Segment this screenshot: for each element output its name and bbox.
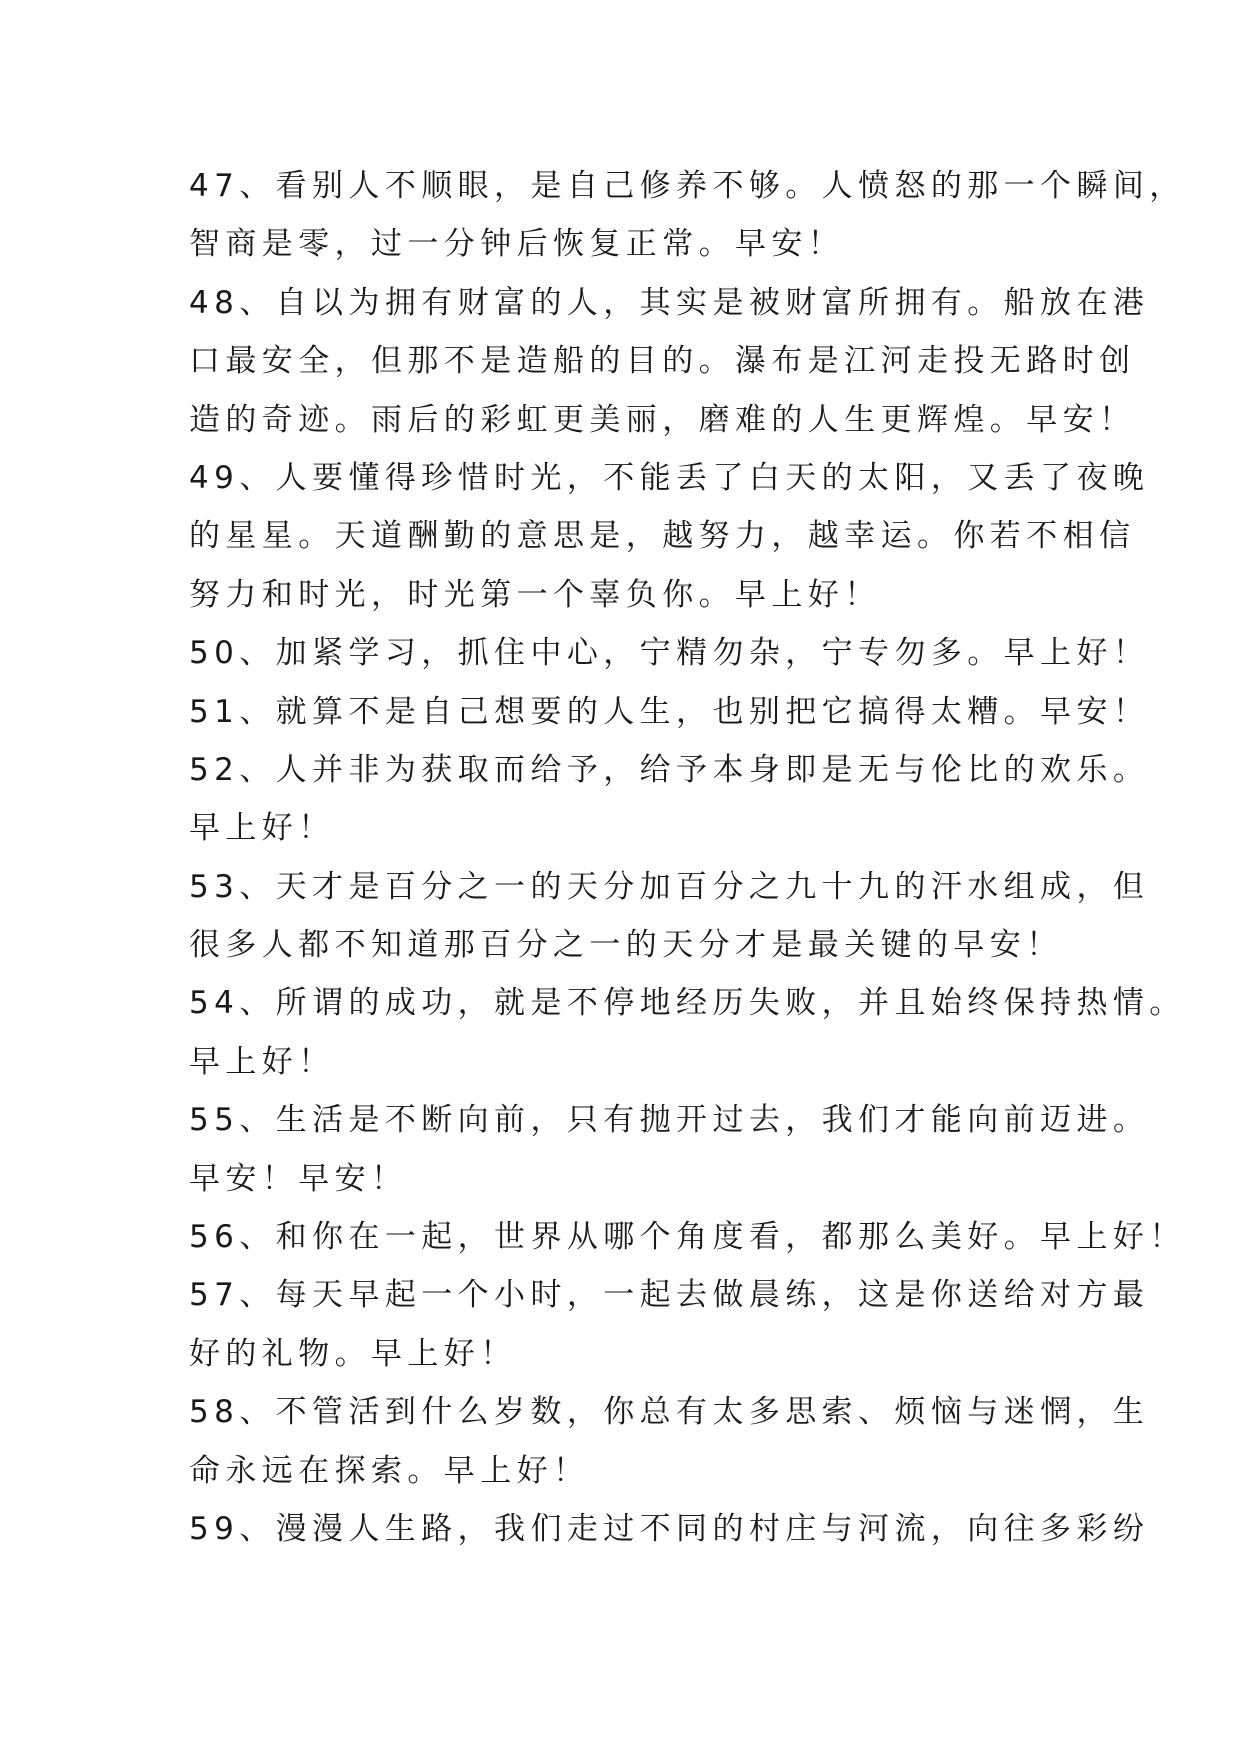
text-line: 48、自以为拥有财富的人，其实是被财富所拥有。船放在港 <box>189 284 1150 321</box>
text-line: 的星星。天道酬勤的意思是，越努力，越幸运。你若不相信 <box>189 518 1136 555</box>
text-line: 49、人要懂得珍惜时光，不能丢了白天的太阳，又丢了夜晚 <box>189 459 1150 496</box>
text-line: 50、加紧学习，抓住中心，宁精勿杂，宁专勿多。早上好！ <box>189 635 1150 672</box>
text-line: 47、看别人不顺眼，是自己修养不够。人愤怒的那一个瞬间， <box>189 168 1186 204</box>
text-line: 53、天才是百分之一的天分加百分之九十九的汗水组成，但 <box>189 868 1150 905</box>
text-line: 努力和时光，时光第一个辜负你。早上好！ <box>189 576 881 613</box>
text-line: 54、所谓的成功，就是不停地经历失败，并且始终保持热情。 <box>189 985 1186 1022</box>
text-line: 很多人都不知道那百分之一的天分才是最关键的早安！ <box>189 927 1063 964</box>
text-line: 造的奇迹。雨后的彩虹更美丽，磨难的人生更辉煌。早安！ <box>189 401 1136 438</box>
text-line: 早上好！ <box>189 810 335 847</box>
text-line: 早上好！ <box>189 1043 335 1080</box>
text-line: 52、人并非为获取而给予，给予本身即是无与伦比的欢乐。 <box>189 751 1150 788</box>
text-line: 59、漫漫人生路，我们走过不同的村庄与河流，向往多彩纷 <box>189 1510 1150 1547</box>
text-line: 好的礼物。早上好！ <box>189 1335 517 1372</box>
text-line: 早安！早安！ <box>189 1160 408 1197</box>
text-line: 58、不管活到什么岁数，你总有太多思索、烦恼与迷惘，生 <box>189 1394 1150 1431</box>
text-line: 51、就算不是自己想要的人生，也别把它搞得太糟。早安！ <box>189 693 1150 730</box>
text-line: 口最安全，但那不是造船的目的。瀑布是江河走投无路时创 <box>189 343 1136 380</box>
text-line: 智商是零，过一分钟后恢复正常。早安！ <box>189 226 845 263</box>
text-line: 56、和你在一起，世界从哪个角度看，都那么美好。早上好！ <box>189 1219 1186 1256</box>
text-line: 命永远在探索。早上好！ <box>189 1452 590 1489</box>
text-line: 57、每天早起一个小时，一起去做晨练，这是你送给对方最 <box>189 1277 1150 1314</box>
text-line: 55、生活是不断向前，只有抛开过去，我们才能向前迈进。 <box>189 1102 1150 1139</box>
document-body <box>189 157 1186 1558</box>
